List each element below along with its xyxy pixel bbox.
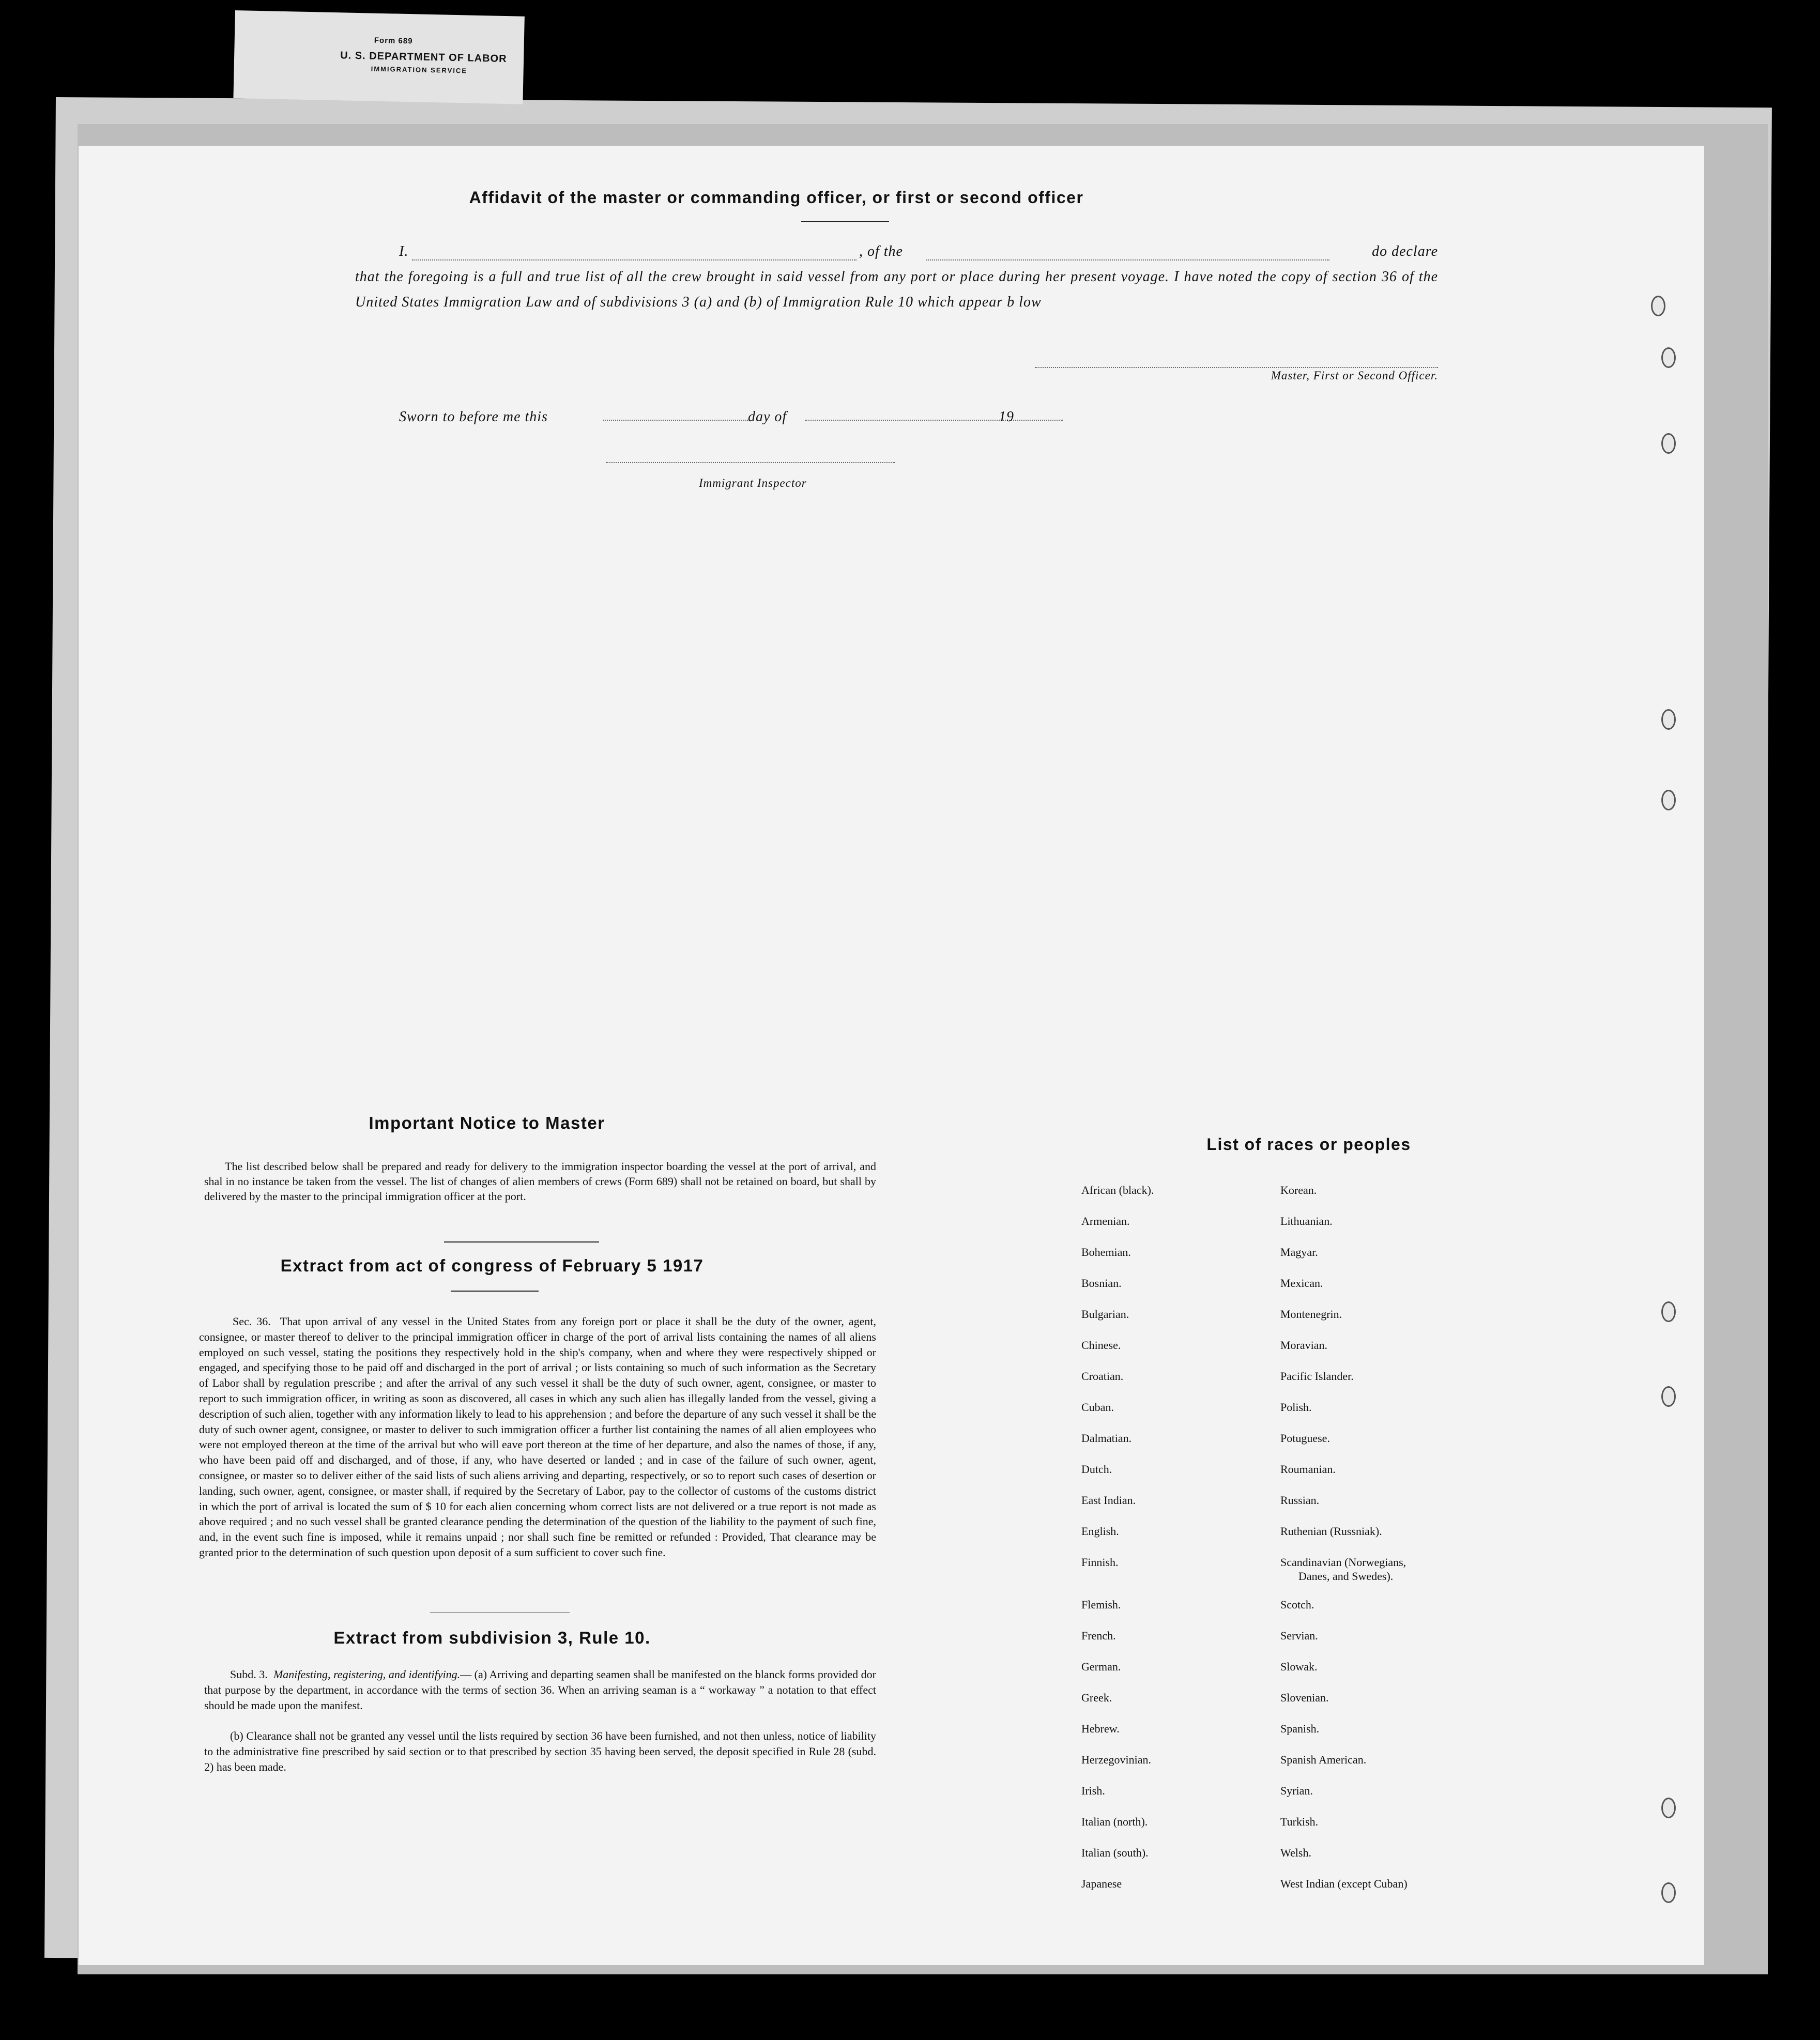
sworn-year-label: 19 (999, 409, 1014, 425)
race-item: West Indian (except Cuban) (1280, 1877, 1408, 1890)
race-item: Japanese (1081, 1877, 1122, 1890)
binder-hole (1661, 1882, 1676, 1903)
race-item: Italian (south). (1081, 1846, 1149, 1859)
affidavit-declare: do declare (1372, 243, 1438, 259)
act-title-rule (451, 1291, 539, 1292)
race-item: German. (1081, 1660, 1121, 1673)
department-label: U. S. DEPARTMENT OF LABOR (340, 50, 507, 65)
rule-extract-title: Extract from subdivision 3, Rule 10. (333, 1628, 651, 1647)
affiant-prefix: I. (399, 243, 409, 259)
race-item: African (black). (1081, 1184, 1154, 1197)
title-rule (801, 221, 889, 222)
binder-hole (1661, 1798, 1676, 1818)
binder-hole (1661, 1386, 1676, 1407)
affidavit-page (79, 146, 1704, 1965)
form-number: Form 689 (374, 36, 413, 46)
race-item: Italian (north). (1081, 1815, 1148, 1828)
notice-body: The list described below shall be prepared and ready for delivery to the immigration inspector boarding the vessel at the port of arrival, and shal in no instance be taken from the vessel. The list of changes of alien members of crews (Form 689) shall not be retained on board, but shall by delivered by the master to the principal immigration officer at the port. (204, 1160, 876, 1203)
section-36-text (199, 1314, 876, 1560)
race-item: Chinese. (1081, 1339, 1121, 1352)
binder-hole (1661, 790, 1676, 810)
section-36-body: That upon arrival of any vessel in the United States from any foreign port or place it shall be the duty of the owner, agent, consignee, or master thereof to deliver to the principal immigration officer in charge of the port of arrival lists containing the names of all aliens employed on such vessel, stating the positions they respectively hold in the ship's company, when and where they were respectively shipped or engaged, and specifying those to be paid off and discharged in the port of arrival ; or lists containing so much of such information as the Secretary of Labor shall by regulation prescribe ; and after the arrival of any such vessel it shall be the duty of such owner, agent, consignee, or master to report to such immigration officer, in writing as soon as discovered, all cases in which any such alien has illegally landed from the vessel, giving a description of such alien, together with any information likely to lead to his apprehension ; and before the departure of any such vessel it shall be the duty of such owner agent, consignee, or master to deliver to such immigration officer a further list containing the names of all alien employees who were not employed thereon at the time of the arrival but who will eave port thereon at the time of her departure, and also the names of those, if any, who have been paid off and discharged, and of those, if any, who have deserted or landed ; and in case of the failure of such owner, agent, consignee, or master so to deliver either of the said lists of such aliens arriving and departing, respectively, or so to report such cases of desertion or landing, such owner, agent, consignee, or master shall, if required by the Secretary of Labor, pay to the collector of customs of the customs district in which the port of arrival is located the sum of $ 10 for each alien concerning whom correct lists are not delivered or a true report is not made as above required ; and no such vessel shall be granted clearance pending the determination of the question of the liability to the payment of such fine, and, in the event such fine is imposed, while it remains unpaid ; nor shall such fine be remitted or refunded : Provided, That clearance may be granted prior to the determination of such question upon deposit of a sum sufficient to cover such fine. (199, 1315, 877, 1559)
inspector-signature-field[interactable] (606, 462, 895, 463)
race-item: Lithuanian. (1280, 1215, 1333, 1228)
sworn-month-field[interactable] (805, 420, 1063, 421)
sworn-day-label: day of (748, 409, 787, 425)
race-item: Ruthenian (Russniak). (1280, 1525, 1382, 1538)
race-item: Bulgarian. (1081, 1308, 1129, 1321)
races-title: List of races or peoples (1206, 1135, 1411, 1154)
race-item: Korean. (1280, 1184, 1317, 1197)
affidavit-of-the: , of the (859, 243, 903, 259)
section-36-label: Sec. 36. (233, 1315, 271, 1328)
race-item: English. (1081, 1525, 1119, 1538)
binder-hole (1661, 347, 1676, 368)
service-label: IMMIGRATION SERVICE (371, 65, 468, 75)
vessel-name-field[interactable] (926, 259, 1329, 260)
affidavit-title: Affidavit of the master or commanding officer, or first or second officer (469, 188, 1084, 207)
race-item: Roumanian. (1280, 1463, 1336, 1476)
race-item: Mexican. (1280, 1277, 1323, 1290)
race-item: Croatian. (1081, 1370, 1124, 1383)
race-item: Turkish. (1280, 1815, 1319, 1828)
subd-heading: Manifesting, registering, and identifying. (273, 1668, 461, 1681)
race-item: Montenegrin. (1280, 1308, 1342, 1321)
race-item: Welsh. (1280, 1846, 1311, 1859)
race-item: Spanish American. (1280, 1753, 1367, 1766)
race-item: Dalmatian. (1081, 1432, 1132, 1445)
race-item: Russian. (1280, 1494, 1320, 1507)
subdivision-3-para-a (204, 1667, 876, 1713)
race-item: Herzegovinian. (1081, 1753, 1151, 1766)
sworn-prefix: Sworn to before me this (399, 409, 548, 425)
race-item: Slovenian. (1280, 1691, 1329, 1704)
race-item: Dutch. (1081, 1463, 1112, 1476)
race-item: Irish. (1081, 1784, 1105, 1797)
officer-signature-field[interactable] (1035, 367, 1438, 368)
sworn-day-field[interactable] (603, 420, 748, 421)
subd-para-a: — (a) Arriving and departing seamen shall be manifested on the blanck forms provided dor that purpose by the department, in accordance with the terms of section 36. When an arriving seaman is a “ workaway ” a notation to that effect should be made upon the manifest. (204, 1668, 876, 1712)
notice-rule (444, 1241, 599, 1243)
race-item: French. (1081, 1629, 1116, 1642)
affiant-name-field[interactable] (412, 259, 857, 260)
race-item-continuation: Danes, and Swedes). (1298, 1570, 1394, 1583)
binder-hole (1651, 296, 1665, 316)
race-item: Armenian. (1081, 1215, 1130, 1228)
race-item: Pacific Islander. (1280, 1370, 1354, 1383)
race-item: Scotch. (1280, 1598, 1314, 1611)
inspector-label: Immigrant Inspector (699, 477, 807, 489)
race-item: Bosnian. (1081, 1277, 1122, 1290)
race-item: Flemish. (1081, 1598, 1121, 1611)
act-extract-title: Extract from act of congress of February 5 1917 (280, 1256, 704, 1275)
race-item: East Indian. (1081, 1494, 1136, 1507)
race-item: Scandinavian (Norwegians, (1280, 1556, 1406, 1569)
form-tab (233, 10, 524, 104)
subd-label: Subd. 3. (230, 1668, 268, 1681)
race-item: Moravian. (1280, 1339, 1328, 1352)
binder-hole (1661, 1301, 1676, 1322)
race-item: Magyar. (1280, 1246, 1318, 1259)
race-item: Hebrew. (1081, 1722, 1120, 1735)
officer-signature-label: Master, First or Second Officer. (1271, 369, 1438, 382)
race-item: Greek. (1081, 1691, 1112, 1704)
binder-hole (1661, 709, 1676, 730)
race-item: Cuban. (1081, 1401, 1114, 1414)
race-item: Servian. (1280, 1629, 1318, 1642)
affidavit-body: that the foregoing is a full and true list of all the crew brought in said vessel from any port or place during her present voyage. I have noted the copy of section 36 of the United States Immigration Law and of subdivisions 3 (a) and (b) of Immigration Rule 10 which appear b low (355, 269, 1438, 310)
race-item: Slowak. (1280, 1660, 1318, 1673)
subdivision-3-para-b: (b) Clearance shall not be granted any vessel until the lists required by section 36 have been furnished, and not then unless, notice of liability to the administrative fine prescribed by said section or to that prescribed by section 35 having been served, the deposit specified in Rule 28 (subd. 2) has been made. (204, 1729, 876, 1773)
binder-hole (1661, 433, 1676, 454)
race-item: Finnish. (1081, 1556, 1119, 1569)
race-item: Spanish. (1280, 1722, 1320, 1735)
race-item: Syrian. (1280, 1784, 1313, 1797)
race-item: Potuguese. (1280, 1432, 1330, 1445)
notice-title: Important Notice to Master (369, 1113, 605, 1132)
race-item: Bohemian. (1081, 1246, 1131, 1259)
race-item: Polish. (1280, 1401, 1312, 1414)
